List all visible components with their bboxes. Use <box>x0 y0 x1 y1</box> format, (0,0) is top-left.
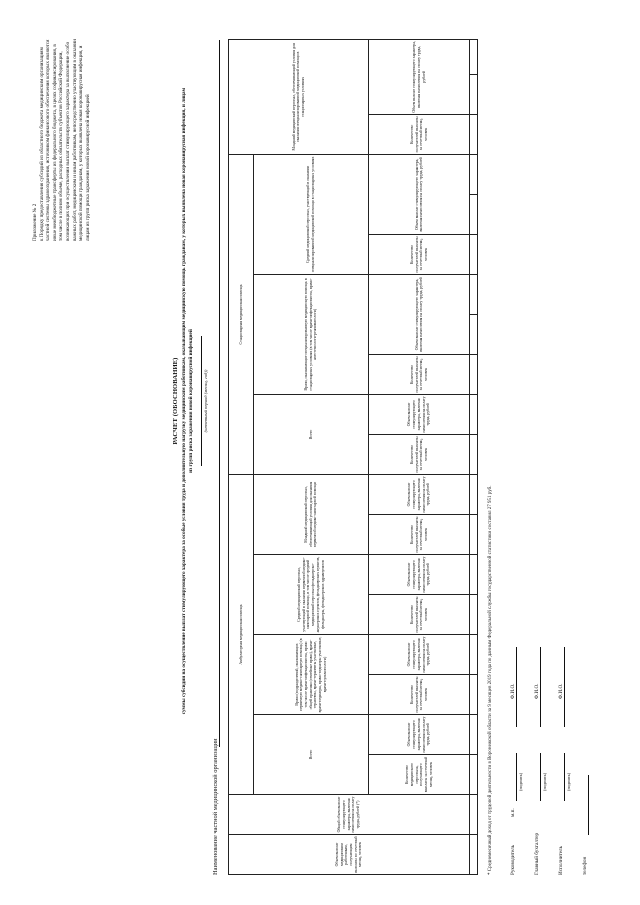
sub-header-count: Количество получателей выплаты за отчетный месяц, человек <box>369 675 470 715</box>
table-cell[interactable] <box>470 635 478 675</box>
sub-header-sum: Объем выплат стимулирующего характера, включая начисления на оплату труда, рублей <box>369 39 470 114</box>
document-subtitle-line2: из групп риска заражения новой коронавирусной инфекцией <box>187 329 194 473</box>
appendix-title: Приложение № 2 <box>32 203 38 241</box>
organization-name-field <box>212 40 224 875</box>
organization-name-line <box>219 40 220 747</box>
header-stationary: Стационарная медицинская помощь <box>229 154 254 474</box>
table-cell[interactable] <box>470 114 478 154</box>
sub-header-count: Количество получателей выплаты за отчетный месяц, человек <box>369 595 470 635</box>
fio-line <box>516 647 517 727</box>
fio-line <box>540 647 541 727</box>
table-cell[interactable] <box>470 675 478 715</box>
signature-caption: (подпись) <box>518 772 523 791</box>
table-cell[interactable] <box>470 595 478 635</box>
sub-header-sum: Объем выплат стимулирующего характера, включая начисления на оплату труда, рублей <box>369 474 470 514</box>
table-cell[interactable] <box>470 835 478 875</box>
fio-line <box>564 647 565 727</box>
table-cell[interactable] <box>470 555 478 595</box>
table-cell[interactable] <box>470 74 478 114</box>
header-total-payment: Общий объем выплат стимулирующего характера, включая начисления на оплату труда, рублей (*) <box>229 795 470 835</box>
table-cell[interactable] <box>470 474 478 514</box>
appendix-note <box>32 36 91 241</box>
signature-role: Исполнитель <box>558 845 564 875</box>
document-title-block <box>172 41 208 761</box>
appendix-text: к Порядку предоставления субсидий из областного бюджета медицинским организациям частной системы здравоохранения, источником финансового обеспечения которых являются иные межбюджетные трансферты из федерального бюджета, в целях софинансирования, в том числе в полном объеме, расходных обязательств субъектов Российской Федерации, возникающих при осуществлении выплат стимулирующего характера за выполнение особо важных работ, медицинским и иным работникам, непосредственно участвующим в оказании медицинской помощи гражданам, у которых выявлена новая коронавирусная инфекция, и лицам из групп риска заражения новой коронавирусной инфекцией <box>38 39 91 241</box>
table-header-row-1 <box>229 39 254 874</box>
signature-role: Главный бухгалтер <box>534 832 540 875</box>
sub-header-sum: Объем выплат стимулирующего характера, включая начисления на оплату труда, рублей <box>369 555 470 595</box>
header-ambulatory: Амбулаторная медицинская помощь <box>229 474 254 794</box>
phone-label: телефон <box>582 856 588 875</box>
stamp-place: м.п. <box>510 808 516 817</box>
table-cell[interactable] <box>470 795 478 835</box>
sub-header-sum: Объем выплат стимулирующего характера, включая начисления на оплату труда, рублей <box>369 394 470 434</box>
signature-caption: (подпись) <box>566 772 571 791</box>
table-cell[interactable] <box>470 515 478 555</box>
header-amb-junior: Младший медицинский персонал, обеспечивающий условия для оказания первичной медико-санитарной помощи <box>253 474 369 554</box>
period-label: (отчетный период (месяц, год)) <box>203 369 209 433</box>
signature-role: Руководитель <box>510 844 516 875</box>
phone-line <box>588 775 589 835</box>
table-header-row-2 <box>253 39 369 874</box>
table-cell[interactable] <box>470 194 478 234</box>
table-cell[interactable] <box>470 715 478 755</box>
signature-executor <box>558 555 580 875</box>
fio-label: Ф.И.О. <box>558 683 564 699</box>
sub-header-count: Количество медицинского персонала, получающего выплаты за отчетный месяц, человек <box>369 755 470 795</box>
sub-header-count: Количество получателей выплаты за отчетный месяц, человек <box>369 354 470 394</box>
header-amb-mid: Средний медицинский персонал, участвующий в оказании первичной медико-санитарной помощи, в том числе средний медицинский персонал фельдшерско-акушерских пунктов, фельдшерских пунктов, фельдшеры, фельдшерских здравпунктов <box>253 555 369 635</box>
signature-line <box>540 753 541 801</box>
header-st-total: Всего <box>253 394 369 474</box>
calculation-table <box>228 39 478 875</box>
table-cell[interactable] <box>470 354 478 394</box>
table-cell[interactable] <box>470 314 478 354</box>
fio-label: Ф.И.О. <box>510 683 516 699</box>
sub-header-sum: Объем выплат стимулирующего характера, включая начисления на оплату труда, рублей <box>369 274 470 354</box>
table-cell[interactable] <box>470 394 478 434</box>
table-header-row-3 <box>369 39 470 874</box>
rotated-landscape-sheet <box>24 31 616 881</box>
sub-header-sum: Объем выплат стимулирующего характера, включая начисления на оплату труда, рублей <box>369 154 470 234</box>
signature-line <box>564 753 565 801</box>
organization-name-label: Наименование частной медицинской организации <box>212 738 219 875</box>
sub-header-count: Количество получателей выплаты за отчетный месяц, человек <box>369 114 470 154</box>
table-cell[interactable] <box>470 434 478 474</box>
header-stationary-junior-top: Младший медицинский персонал, обеспечивающий условия для оказания специализированной медицинской помощи в стационарных условиях <box>229 39 369 154</box>
signature-line <box>516 753 517 801</box>
sub-header-count: Количество получателей выплаты за отчетный месяц, человек <box>369 515 470 555</box>
signature-accountant <box>534 555 556 875</box>
signature-head <box>510 555 532 875</box>
header-st-mid: Средний медицинский персонал, участвующий в оказании специализированной медицинской помощи в стационарных условиях <box>253 154 369 274</box>
signature-caption: (подпись) <box>542 772 547 791</box>
fio-label: Ф.И.О. <box>534 683 540 699</box>
table-cell[interactable] <box>470 39 478 74</box>
table-data-row <box>470 39 478 874</box>
table-cell[interactable] <box>470 274 478 314</box>
header-amb-total: Всего <box>253 715 369 795</box>
signature-phone <box>582 555 604 875</box>
sub-header-count: Количество получателей выплаты за отчетный месяц, человек <box>369 234 470 274</box>
calculation-table-wrap <box>228 40 478 875</box>
footnote: * Среднемесячный доход от трудовой деятельности в Воронежской области за 9 месяцев 2019 года по данным Федеральной службы государственной статистики составил 27 951 руб. <box>488 485 493 875</box>
sub-header-sum: Объем выплат стимулирующего характера, включая начисления на оплату труда, рублей <box>369 715 470 755</box>
table-cell[interactable] <box>470 154 478 194</box>
header-total-workers: Объем выплат медицинским работникам, получающим выплаты по отчетный месяц, человек <box>229 835 470 875</box>
document-subtitle <box>181 41 194 761</box>
table-cell[interactable] <box>470 755 478 795</box>
period-underline <box>200 336 202 466</box>
sub-header-count: Количество получателей выплаты за отчетный месяц, человек <box>369 434 470 474</box>
document-subtitle-line1: суммы субсидии на осуществление выплат стимулирующего характера за особые условия труда и дополнительную нагрузку медицинским работникам, оказывающим медицинскую помощь гражданам, у которых выявлена новая коронавирусная инфекция, и лицам <box>181 87 187 715</box>
table-cell[interactable] <box>470 234 478 274</box>
sub-header-sum: Объем выплат стимулирующего характера, включая начисления на оплату труда, рублей <box>369 635 470 675</box>
header-amb-doctors: Врачи (подразделений, оказывающих первичную медико-санитарную помощь) (в том числе врачи-инфекционисты, врачи общей практики (семейные врачи), врачи-терапевты, врачи-терапевты участковые, врачи-педиатры, врачи-педиатры участковые, врачи-пульмонологи) <box>253 635 369 715</box>
header-st-doctors: Врачи, оказывающие специализированную медицинскую помощь в стационарных условиях (в том числе врачи-инфекционисты, врачи-анестезиологи-реаниматологи) <box>253 274 369 394</box>
document-title: РАСЧЕТ (ОБОСНОВАНИЕ) <box>172 357 179 445</box>
